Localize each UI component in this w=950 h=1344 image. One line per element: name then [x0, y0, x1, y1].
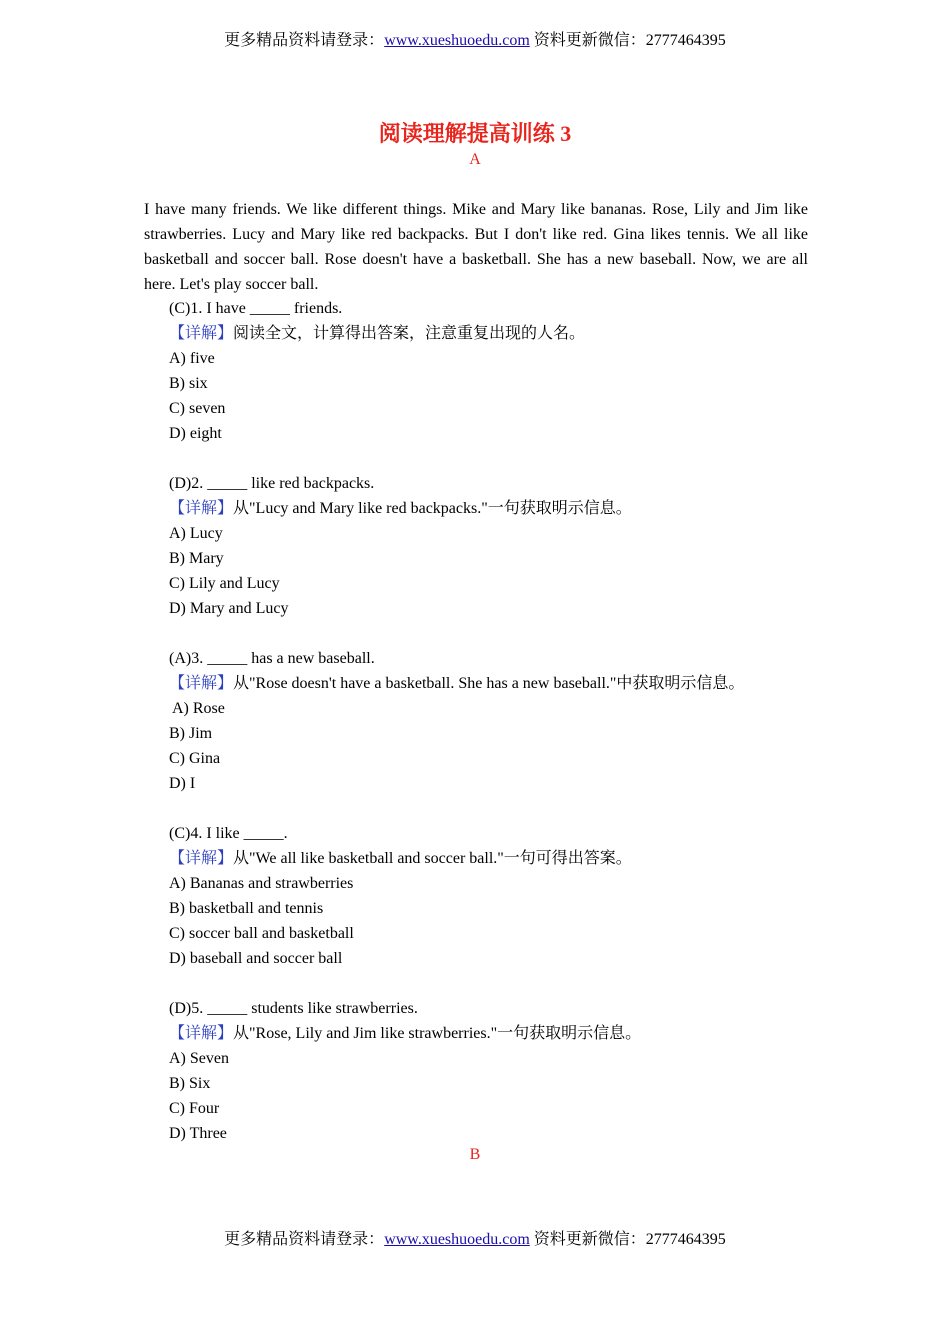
explanation-text: 从"Rose, Lily and Jim like strawberries."一句获取明示信息。	[233, 1025, 642, 1042]
footer-prefix: 更多精品资料请登录：	[224, 1231, 385, 1248]
header-prefix: 更多精品资料请登录：	[224, 32, 385, 49]
spacer	[169, 446, 809, 471]
question-explanation	[169, 846, 809, 871]
option: A) Rose	[172, 700, 225, 717]
option: D) Mary and Lucy	[169, 600, 289, 617]
explain-tag: 【详解】	[169, 675, 234, 692]
option: D) eight	[169, 425, 222, 442]
option: D) I	[169, 775, 196, 792]
question-block	[169, 296, 809, 471]
footer-site-link[interactable]: www.xueshuoedu.com	[384, 1231, 530, 1248]
option: C) Lily and Lucy	[169, 575, 280, 592]
explanation-text: 从"We all like basketball and soccer ball."一句可得出答案。	[233, 850, 632, 867]
option: B) basketball and tennis	[169, 900, 324, 917]
question-block	[169, 646, 809, 821]
question-explanation	[169, 321, 809, 346]
option: A) Seven	[169, 1050, 229, 1067]
question-stem: (A)3. _____ has a new baseball.	[169, 650, 375, 667]
spacer	[169, 971, 809, 996]
option: C) Four	[169, 1100, 220, 1117]
option: D) Three	[169, 1125, 227, 1142]
question-block	[169, 821, 809, 996]
question-explanation	[169, 671, 809, 696]
question-stem: (C)4. I like _____.	[169, 825, 288, 842]
explain-tag: 【详解】	[169, 325, 234, 342]
option: A) Lucy	[169, 525, 223, 542]
page-title: 阅读理解提高训练 3	[378, 121, 572, 146]
page-footer	[0, 1230, 950, 1250]
section-label-b: B	[469, 1146, 481, 1163]
option: B) Jim	[169, 725, 213, 742]
question-block	[169, 471, 809, 646]
question-stem: (D)2. _____ like red backpacks.	[169, 475, 375, 492]
footer-suffix: 资料更新微信：2777464395	[529, 1231, 726, 1248]
option: A) five	[169, 350, 215, 367]
option: B) Mary	[169, 550, 224, 567]
header-suffix: 资料更新微信：2777464395	[529, 32, 726, 49]
option: C) soccer ball and basketball	[169, 925, 354, 942]
reading-passage: I have many friends. We like different things. Mike and Mary like bananas. Rose, Lily and Jim like strawberries. Lucy and Mary like red backpacks. But I don't like red. Gina likes tennis. We all like basketball and soccer ball. Rose doesn't have a basketball. She has a new baseball. Now, we are all here. Let's play soccer ball.	[144, 201, 808, 293]
explanation-text: 阅读全文，计算得出答案，注意重复出现的人名。	[233, 325, 586, 342]
option: C) Gina	[169, 750, 221, 767]
question-list	[169, 296, 809, 1146]
option: B) six	[169, 375, 208, 392]
question-block	[169, 996, 809, 1146]
explain-tag: 【详解】	[169, 850, 234, 867]
spacer	[169, 796, 809, 821]
option: C) seven	[169, 400, 226, 417]
explanation-text: 从"Rose doesn't have a basketball. She has a new baseball."中获取明示信息。	[233, 675, 745, 692]
option: B) Six	[169, 1075, 211, 1092]
page-header	[0, 31, 950, 51]
question-stem: (C)1. I have _____ friends.	[169, 300, 343, 317]
question-explanation	[169, 496, 809, 521]
header-site-link[interactable]: www.xueshuoedu.com	[384, 32, 530, 49]
question-stem: (D)5. _____ students like strawberries.	[169, 1000, 418, 1017]
explain-tag: 【详解】	[169, 500, 234, 517]
question-explanation	[169, 1021, 809, 1046]
section-label-a: A	[469, 151, 481, 168]
option: A) Bananas and strawberries	[169, 875, 354, 892]
option: D) baseball and soccer ball	[169, 950, 343, 967]
spacer	[169, 621, 809, 646]
explanation-text: 从"Lucy and Mary like red backpacks."一句获取明示信息。	[233, 500, 632, 517]
explain-tag: 【详解】	[169, 1025, 234, 1042]
